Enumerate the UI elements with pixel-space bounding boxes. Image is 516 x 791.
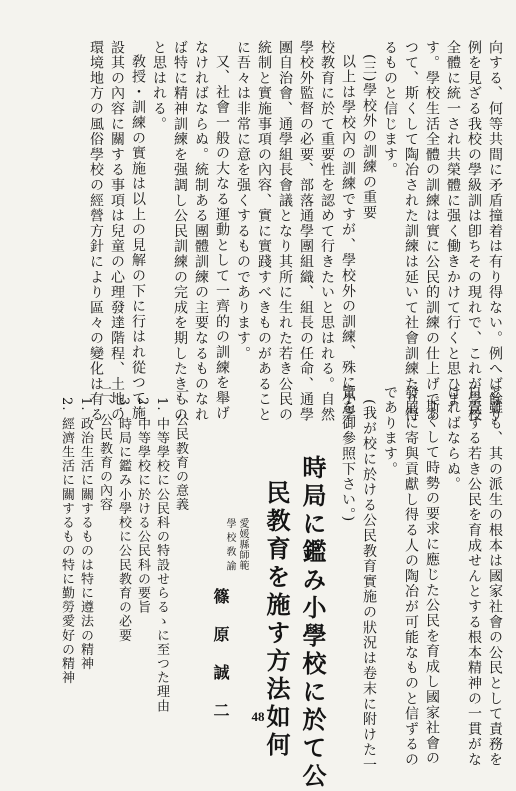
body-line: す。學校生活全體の訓練は實に公民的訓練の仕上げであ <box>424 40 440 423</box>
body-line: と雖も、其の派生の根本は國家社會の公民として責務を <box>487 385 503 768</box>
body-line: 覽を御參照下さい。) <box>340 385 356 523</box>
author-affiliation: 學 校 敎 諭 <box>224 518 235 572</box>
body-line: 校教育に於て重要性を認めて行きたいと思はれる。自然 <box>319 40 335 423</box>
toc-heading: 二、公民教育の內容 <box>97 385 112 512</box>
body-line: 學校外監督の必要、部落通學團組織、組長の任命、通學 <box>298 40 314 423</box>
section-heading: (三)學校外の訓練の重要 <box>361 54 377 221</box>
body-line: と思はれる。 <box>151 40 167 132</box>
body-line: 斯くして時勢の要求に應じた公民を育成し國家社會の <box>424 399 440 767</box>
body-line: るものと信じます。 <box>382 40 398 178</box>
toc-item: 1. 政治生活に關するものは特に遵法の精神 <box>78 397 93 671</box>
article-title-line-1: 時局に鑑み小學校に於て公 <box>298 455 327 791</box>
body-line: なければならぬ。統制ある團體訓練の主要なるものなれ <box>193 40 209 423</box>
body-line: ば特に精神訓練を强調し公民訓練の完成を期したきもの <box>172 40 188 423</box>
author-affiliation: 愛媛縣師範 <box>237 518 248 571</box>
body-line: に吾々は非常に意を强くするものであります。 <box>235 40 251 362</box>
body-line: 向する、何等共間に矛盾撞着は有り得ない。例へば餘り <box>487 40 503 423</box>
body-line: 發展に寄與貢獻し得る人の陶冶が可能なものと信ずるの <box>403 385 419 768</box>
body-line: 統制と實施事項の內容、實に實踐すべきものがあること <box>256 40 272 423</box>
body-line: 設其の內容に關する事項は兒童の心理發達階程、土地の <box>109 40 125 423</box>
body-line: 環境地方の風俗學校の經營方針により區々の變化は有る <box>88 40 104 423</box>
body-line: つて、斯くして陶冶された訓練は延いて社會訓練たり得 <box>403 40 419 423</box>
toc-item: 2. 經濟生活に關するもの特に勤勞愛好の精神 <box>59 397 74 685</box>
page-number: 48 <box>251 709 265 724</box>
body-line: 全體に統一され共榮體に强く働きかけて行くと思ひま <box>445 40 461 408</box>
author-name: 篠原誠二 <box>211 588 230 740</box>
toc-item: 1. 中等學校に公民科の特設せらるゝに至つた理由 <box>154 397 169 713</box>
body-line: 自覺する若き公民を育成せんとする根本精神の一貫がな <box>466 385 482 768</box>
body-line: ければならぬ。 <box>445 385 461 493</box>
body-line: 例を見ざる我校の學級訓は卽ちその現れで、これが學校 <box>466 40 482 423</box>
body-line: 團自治會、通學組長會議となり其所に生れた若き公民の <box>277 40 293 423</box>
body-line: (我が校に於ける公民教育實施の狀況は卷末に附けた一 <box>361 399 377 773</box>
toc-item: 3. 時局に鑑み小學校に公民教育の必要 <box>116 397 131 643</box>
body-line: 以上は學校內の訓練ですが、學校外の訓練、殊に小學 <box>340 54 356 422</box>
body-line: 又、社會一般の大なる運動として一齊的の訓練を舉げ <box>214 54 230 422</box>
toc-item: 2. 中等學校に於ける公民科の要旨 <box>135 397 150 615</box>
body-line: 敎授・訓練の實施は以上の見解の下に行はれ從つて施 <box>130 54 146 422</box>
toc-heading: 一、公民教育の意義 <box>173 385 188 512</box>
article-title-line-2: 民教育を施す方法如何 <box>262 480 291 760</box>
body-line: であります。 <box>382 385 398 477</box>
